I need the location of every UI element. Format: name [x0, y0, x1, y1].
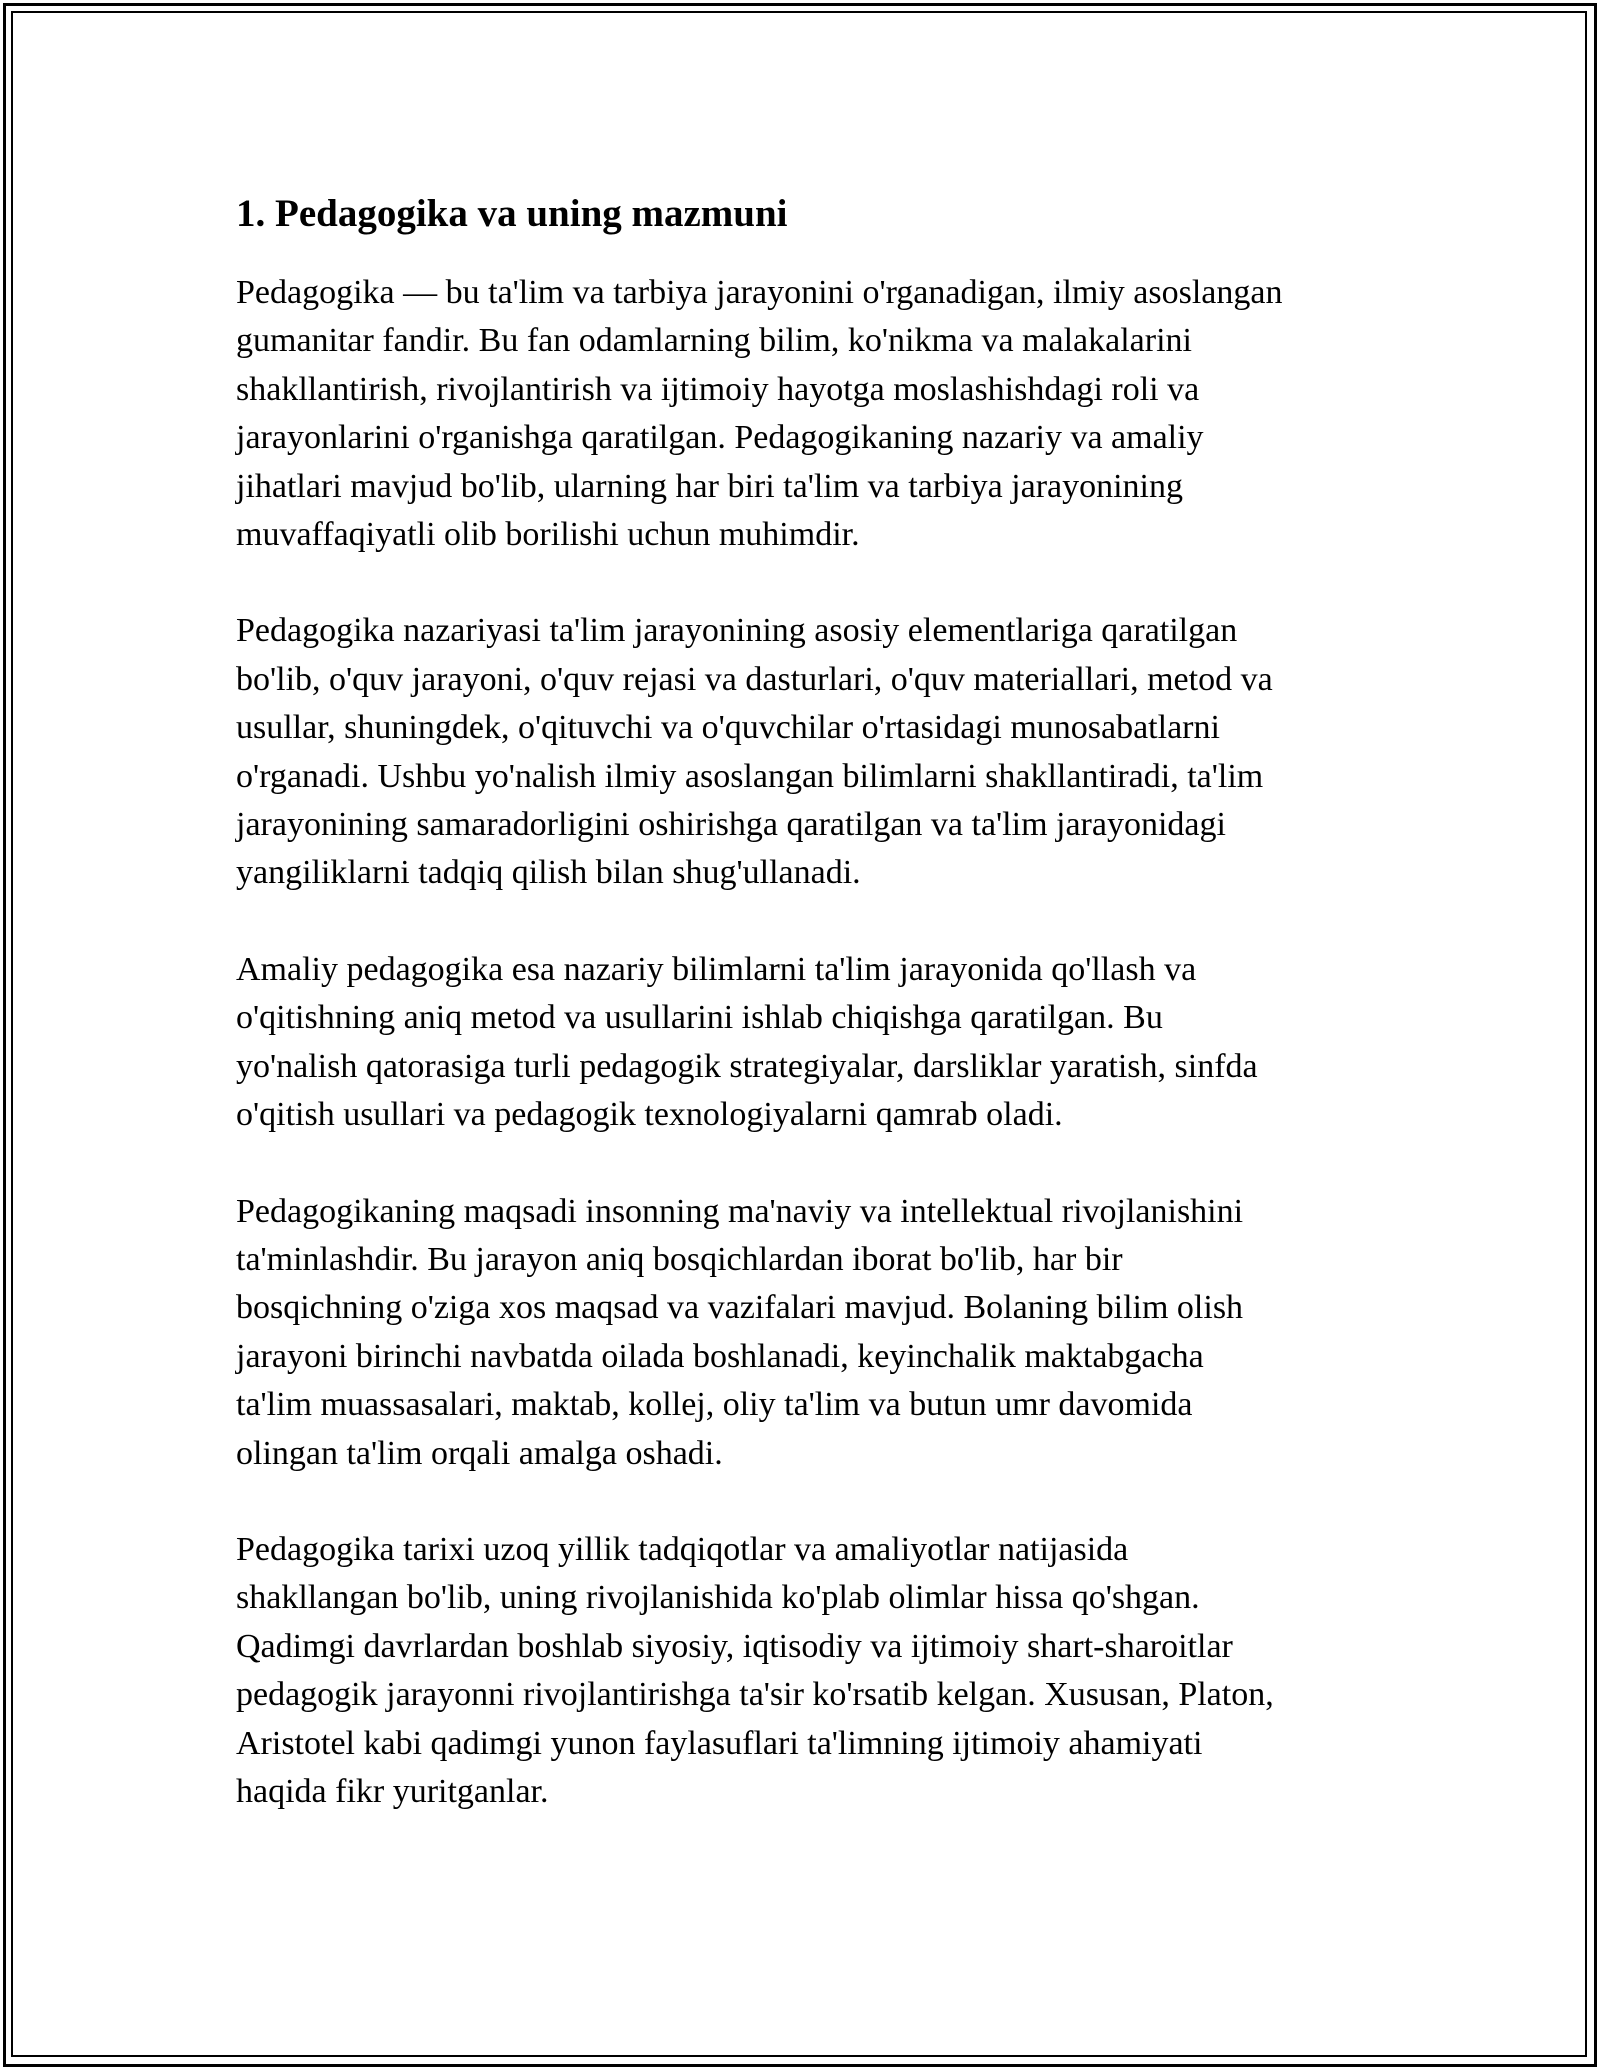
text-line: Pedagogika tarixi uzoq yillik tadqiqotlar va amaliyotlar natijasida — [236, 1530, 1129, 1568]
section-heading: 1. Pedagogika va uning mazmuni — [236, 192, 788, 235]
text-line: o'qitishning aniq metod va usullarini ishlab chiqishga qaratilgan. Bu — [236, 999, 1163, 1037]
text-line: Qadimgi davrlardan boshlab siyosiy, iqtisodiy va ijtimoiy shart-sharoitlar — [236, 1627, 1233, 1665]
paragraph-history — [236, 1526, 1376, 1816]
text-line: Pedagogika nazariyasi ta'lim jarayonining asosiy elementlariga qaratilgan — [236, 612, 1238, 650]
text-line: ta'lim muassasalari, maktab, kollej, oliy ta'lim va butun umr davomida — [236, 1386, 1193, 1424]
text-line: jarayonlarini o'rganishga qaratilgan. Pedagogikaning nazariy va amaliy — [236, 419, 1204, 457]
paragraph-practice — [236, 946, 1376, 1140]
text-line: usullar, shuningdek, o'qituvchi va o'quvchilar o'rtasidagi munosabatlarni — [236, 709, 1220, 747]
text-line: Pedagogika — bu ta'lim va tarbiya jarayonini o'rganadigan, ilmiy asoslangan — [236, 274, 1283, 311]
paragraph-purpose — [236, 1188, 1376, 1478]
text-line: gumanitar fandir. Bu fan odamlarning bilim, ko'nikma va malakalarini — [236, 322, 1192, 360]
text-line: Aristotel kabi qadimgi yunon faylasuflari ta'limning ijtimoiy ahamiyati — [236, 1724, 1203, 1762]
text-line: jarayonining samaradorligini oshirishga qaratilgan va ta'lim jarayonidagi — [236, 806, 1226, 844]
text-line: muvaffaqiyatli olib borilishi uchun muhimdir. — [236, 516, 860, 554]
paragraph-definition — [236, 269, 1376, 559]
text-line: haqida fikr yuritganlar. — [236, 1772, 549, 1810]
text-line: bo'lib, o'quv jarayoni, o'quv rejasi va dasturlari, o'quv materiallari, metod va — [236, 660, 1273, 698]
text-line: yangiliklarni tadqiq qilish bilan shug'ullanadi. — [236, 854, 861, 892]
text-line: shakllangan bo'lib, uning rivojlanishida ko'plab olimlar hissa qo'shgan. — [236, 1579, 1200, 1617]
text-line: bosqichning o'ziga xos maqsad va vazifalari mavjud. Bolaning bilim olish — [236, 1289, 1244, 1327]
text-line: yo'nalish qatorasiga turli pedagogik strategiyalar, darsliklar yaratish, sinfda — [236, 1047, 1258, 1085]
text-line: olingan ta'lim orqali amalga oshadi. — [236, 1434, 723, 1472]
text-line: Pedagogikaning maqsadi insonning ma'naviy va intellektual rivojlanishini — [236, 1192, 1244, 1230]
document-body — [236, 187, 1376, 1864]
text-line: o'qitish usullari va pedagogik texnologiyalarni qamrab oladi. — [236, 1096, 1063, 1134]
text-line: Amaliy pedagogika esa nazariy bilimlarni ta'lim jarayonida qo'llash va — [236, 950, 1197, 988]
text-line: shakllantirish, rivojlantirish va ijtimoiy hayotga moslashishdagi roli va — [236, 370, 1200, 408]
text-line: o'rganadi. Ushbu yo'nalish ilmiy asoslangan bilimlarni shakllantiradi, ta'lim — [236, 757, 1264, 795]
text-line: jarayoni birinchi navbatda oilada boshlanadi, keyinchalik maktabgacha — [236, 1337, 1204, 1375]
text-line: ta'minlashdir. Bu jarayon aniq bosqichlardan iborat bo'lib, har bir — [236, 1240, 1123, 1278]
text-line: pedagogik jarayonni rivojlantirishga ta'sir ko'rsatib kelgan. Xususan, Platon, — [236, 1676, 1274, 1714]
text-line: jihatlari mavjud bo'lib, ularning har biri ta'lim va tarbiya jarayonining — [236, 467, 1184, 505]
paragraph-theory — [236, 607, 1376, 897]
